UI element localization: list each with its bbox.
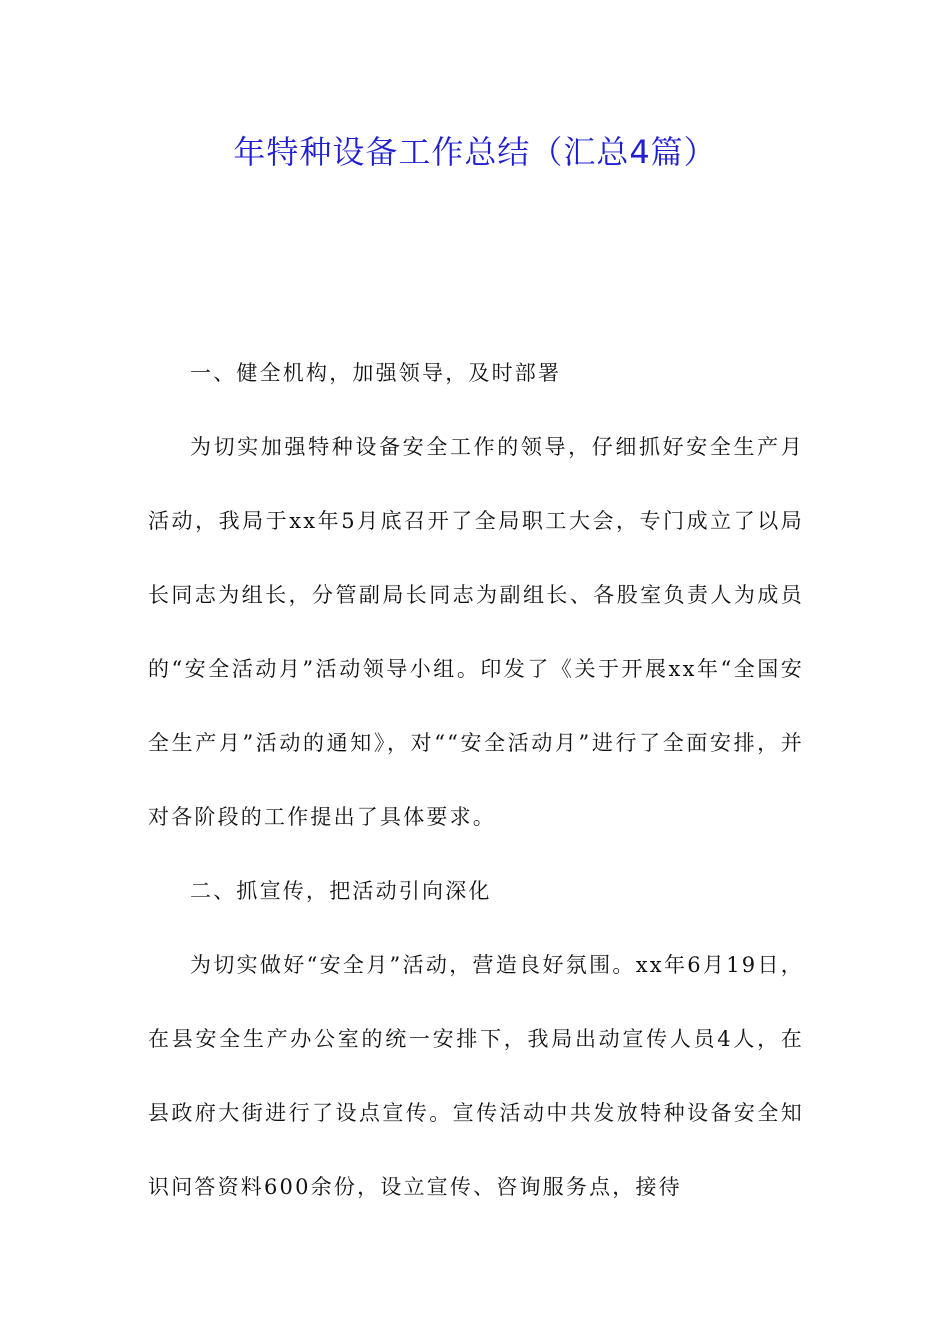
- body-paragraph-2: 为切实做好“安全月”活动，营造良好氛围。xx年6月19日，在县安全生产办公室的统一安排下，我局出动宣传人员4人，在县政府大街进行了设点宣传。宣传活动中共发放特种设备安全知识问答资料600余份，设立宣传、咨询服务点，接待: [148, 953, 804, 1199]
- document-title: 年特种设备工作总结（汇总4篇）: [233, 133, 717, 171]
- section-heading-1: 一、健全机构，加强领导，及时部署: [190, 361, 562, 385]
- body-paragraph-1: 为切实加强特种设备安全工作的领导，仔细抓好安全生产月活动，我局于xx年5月底召开了全局职工大会，专门成立了以局长同志为组长，分管副局长同志为副组长、各股室负责人为成员的“安全活动月”活动领导小组。印发了《关于开展xx年“全国安全生产月”活动的通知》，对““安全活动月”进行了全面安排，并对各阶段的工作提出了具体要求。: [148, 435, 804, 829]
- document-body: [148, 336, 804, 1224]
- section-heading-2: 二、抓宣传，把活动引向深化: [190, 879, 492, 903]
